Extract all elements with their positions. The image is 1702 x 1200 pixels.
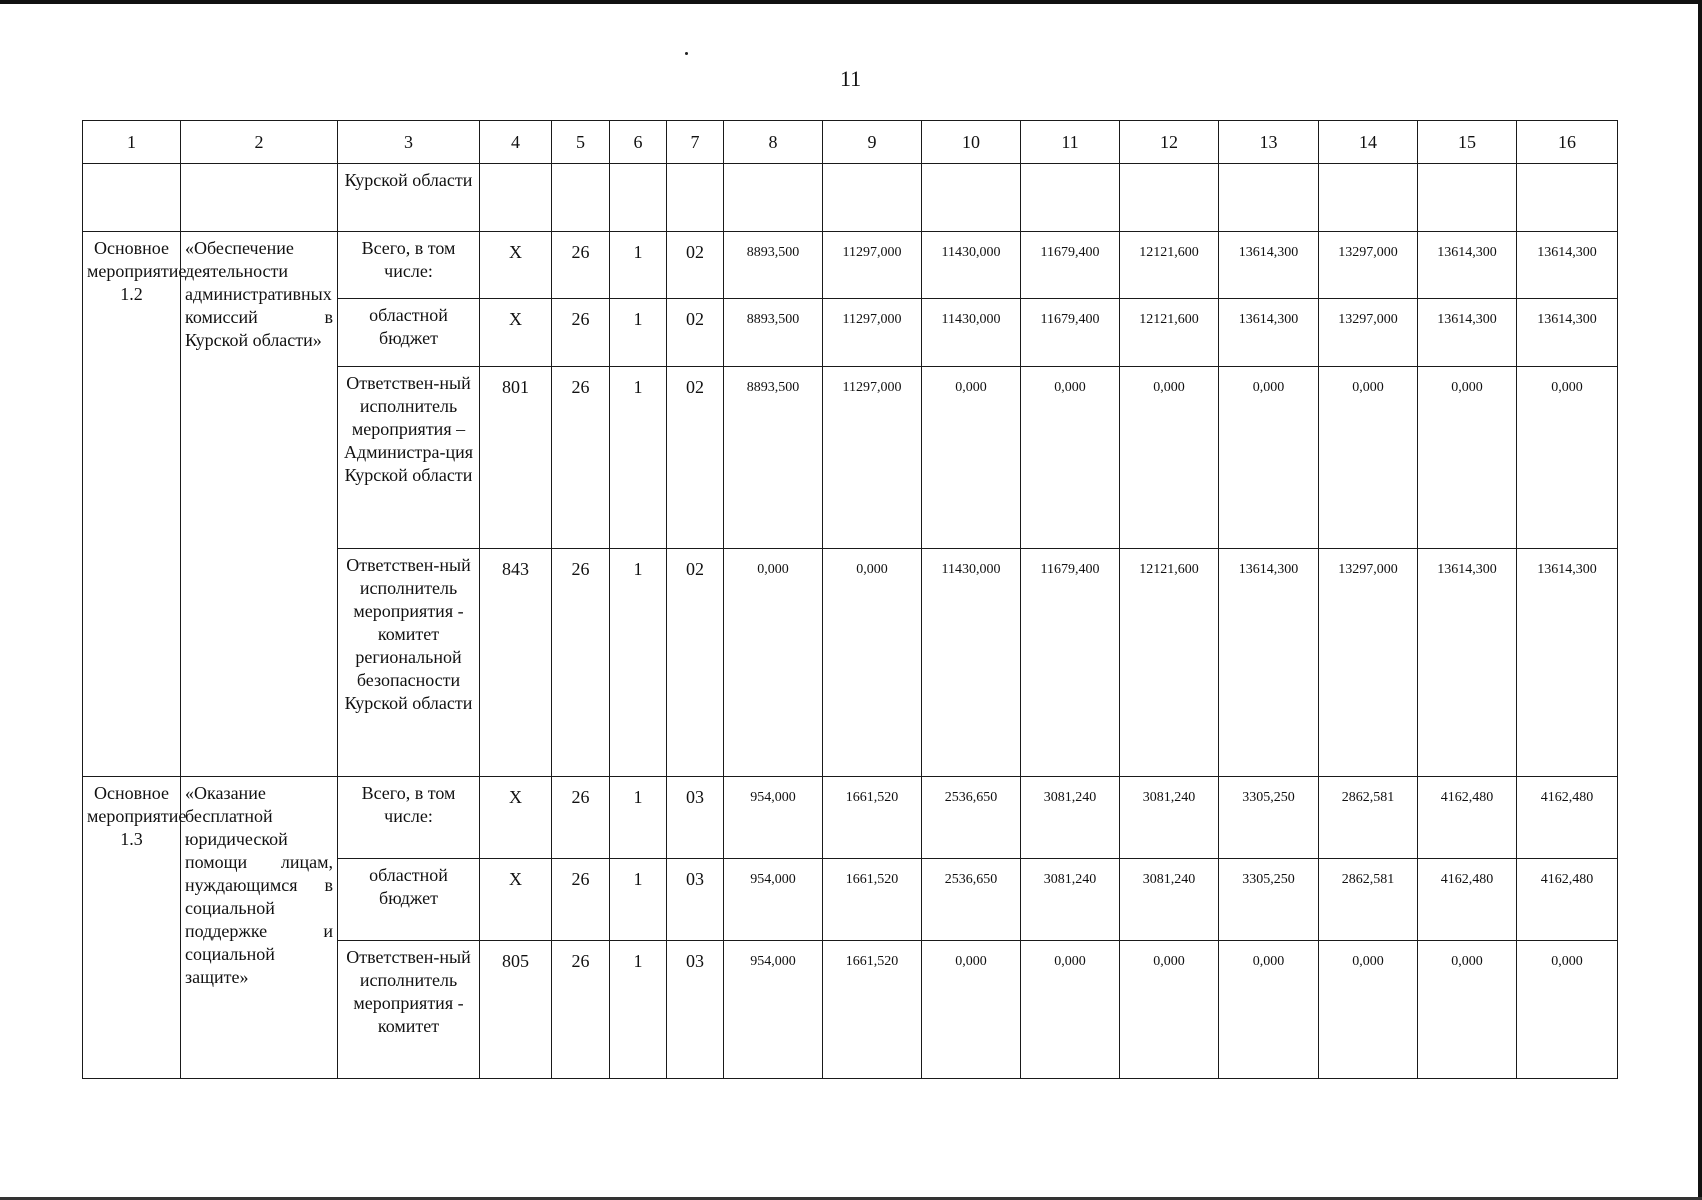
code-cell: 03: [667, 941, 724, 1079]
value-cell: 0,000: [823, 549, 922, 777]
code-cell: X: [480, 777, 552, 859]
value-cell: 11679,400: [1021, 549, 1120, 777]
table-row: [83, 777, 1618, 859]
empty-cell: [181, 164, 338, 232]
column-number: 5: [552, 121, 610, 164]
value-cell: 0,000: [724, 549, 823, 777]
empty-cell: [610, 164, 667, 232]
code-cell: 26: [552, 859, 610, 941]
measure-title: «Оказание бесплатной юридической помощи лицам, нуждающимся в социальной поддержке и социальной защите»: [181, 777, 338, 1079]
value-cell: 0,000: [922, 367, 1021, 549]
value-cell: 954,000: [724, 777, 823, 859]
code-cell: 1: [610, 777, 667, 859]
value-cell: 2536,650: [922, 777, 1021, 859]
value-cell: 0,000: [1219, 941, 1319, 1079]
value-cell: 8893,500: [724, 232, 823, 299]
column-number: 8: [724, 121, 823, 164]
column-number: 11: [1021, 121, 1120, 164]
row-label: областной бюджет: [338, 299, 480, 367]
value-cell: 3081,240: [1120, 777, 1219, 859]
value-cell: 0,000: [1517, 941, 1618, 1079]
value-cell: 11430,000: [922, 549, 1021, 777]
column-number: 10: [922, 121, 1021, 164]
value-cell: 11297,000: [823, 299, 922, 367]
column-number: 6: [610, 121, 667, 164]
value-cell: 13614,300: [1219, 299, 1319, 367]
page-number: 11: [840, 66, 862, 91]
code-cell: 02: [667, 367, 724, 549]
value-cell: 11297,000: [823, 232, 922, 299]
value-cell: 12121,600: [1120, 549, 1219, 777]
value-cell: 0,000: [1219, 367, 1319, 549]
value-cell: 13614,300: [1219, 232, 1319, 299]
code-cell: 26: [552, 299, 610, 367]
value-cell: 13614,300: [1517, 549, 1618, 777]
measure-title: «Обеспечение деятельности административных комиссий в Курской области»: [181, 232, 338, 777]
value-cell: 13614,300: [1517, 299, 1618, 367]
value-cell: 13614,300: [1517, 232, 1618, 299]
continued-row: [83, 164, 1618, 232]
value-cell: 8893,500: [724, 367, 823, 549]
value-cell: 1661,520: [823, 941, 922, 1079]
value-cell: 0,000: [1517, 367, 1618, 549]
row-label: Ответствен-ный исполнитель мероприятия - комитет региональной безопасности Курской области: [338, 549, 480, 777]
code-cell: 03: [667, 777, 724, 859]
code-cell: 1: [610, 367, 667, 549]
value-cell: 0,000: [1021, 941, 1120, 1079]
code-cell: 26: [552, 367, 610, 549]
row-label: Ответствен-ный исполнитель мероприятия - комитет: [338, 941, 480, 1079]
value-cell: 3081,240: [1021, 777, 1120, 859]
scan-speck: [685, 52, 688, 55]
code-cell: 02: [667, 549, 724, 777]
empty-cell: [1418, 164, 1517, 232]
value-cell: 12121,600: [1120, 232, 1219, 299]
value-cell: 4162,480: [1418, 777, 1517, 859]
column-number: 16: [1517, 121, 1618, 164]
budget-table: [82, 120, 1618, 1079]
code-cell: X: [480, 859, 552, 941]
value-cell: 13297,000: [1319, 299, 1418, 367]
column-number: 15: [1418, 121, 1517, 164]
value-cell: 11430,000: [922, 232, 1021, 299]
empty-cell: [480, 164, 552, 232]
value-cell: 1661,520: [823, 859, 922, 941]
code-cell: 1: [610, 941, 667, 1079]
empty-cell: [724, 164, 823, 232]
value-cell: 2862,581: [1319, 777, 1418, 859]
value-cell: 0,000: [1319, 941, 1418, 1079]
value-cell: 13614,300: [1418, 549, 1517, 777]
column-number-row: [83, 121, 1618, 164]
row-label: Всего, в том числе:: [338, 777, 480, 859]
empty-cell: [922, 164, 1021, 232]
measure-name: Основное мероприятие 1.2: [83, 232, 181, 777]
row-label: Всего, в том числе:: [338, 232, 480, 299]
value-cell: 3305,250: [1219, 777, 1319, 859]
empty-cell: [83, 164, 181, 232]
measure-name: Основное мероприятие 1.3: [83, 777, 181, 1079]
value-cell: 8893,500: [724, 299, 823, 367]
value-cell: 3081,240: [1120, 859, 1219, 941]
code-cell: 26: [552, 777, 610, 859]
empty-cell: [1021, 164, 1120, 232]
value-cell: 2536,650: [922, 859, 1021, 941]
code-cell: 02: [667, 232, 724, 299]
value-cell: 13614,300: [1219, 549, 1319, 777]
empty-cell: [1517, 164, 1618, 232]
value-cell: 4162,480: [1517, 859, 1618, 941]
empty-cell: [1219, 164, 1319, 232]
value-cell: 13614,300: [1418, 299, 1517, 367]
row-label: Ответствен-ный исполнитель мероприятия – Администра-ция Курской области: [338, 367, 480, 549]
column-number: 2: [181, 121, 338, 164]
value-cell: 2862,581: [1319, 859, 1418, 941]
value-cell: 12121,600: [1120, 299, 1219, 367]
value-cell: 13297,000: [1319, 232, 1418, 299]
column-number: 1: [83, 121, 181, 164]
value-cell: 954,000: [724, 859, 823, 941]
code-cell: 02: [667, 299, 724, 367]
value-cell: 0,000: [1120, 367, 1219, 549]
code-cell: 801: [480, 367, 552, 549]
scan-border-right: [1698, 0, 1702, 1200]
code-cell: 1: [610, 232, 667, 299]
value-cell: 0,000: [1418, 367, 1517, 549]
empty-cell: [1319, 164, 1418, 232]
scan-border-top: [0, 0, 1702, 4]
value-cell: 3081,240: [1021, 859, 1120, 941]
column-number: 12: [1120, 121, 1219, 164]
row-label: областной бюджет: [338, 859, 480, 941]
empty-cell: [823, 164, 922, 232]
value-cell: 13614,300: [1418, 232, 1517, 299]
code-cell: 1: [610, 549, 667, 777]
column-number: 14: [1319, 121, 1418, 164]
column-number: 13: [1219, 121, 1319, 164]
code-cell: X: [480, 299, 552, 367]
empty-cell: [1120, 164, 1219, 232]
value-cell: 11679,400: [1021, 299, 1120, 367]
value-cell: 11430,000: [922, 299, 1021, 367]
value-cell: 4162,480: [1517, 777, 1618, 859]
column-number: 9: [823, 121, 922, 164]
column-number: 7: [667, 121, 724, 164]
value-cell: 0,000: [1120, 941, 1219, 1079]
value-cell: 0,000: [1418, 941, 1517, 1079]
code-cell: 26: [552, 232, 610, 299]
value-cell: 0,000: [1021, 367, 1120, 549]
value-cell: 11679,400: [1021, 232, 1120, 299]
value-cell: 3305,250: [1219, 859, 1319, 941]
value-cell: 11297,000: [823, 367, 922, 549]
value-cell: 0,000: [1319, 367, 1418, 549]
code-cell: X: [480, 232, 552, 299]
table-row: [83, 232, 1618, 299]
value-cell: 0,000: [922, 941, 1021, 1079]
code-cell: 26: [552, 941, 610, 1079]
code-cell: 843: [480, 549, 552, 777]
value-cell: 13297,000: [1319, 549, 1418, 777]
empty-cell: [552, 164, 610, 232]
value-cell: 1661,520: [823, 777, 922, 859]
code-cell: 1: [610, 299, 667, 367]
column-number: 4: [480, 121, 552, 164]
code-cell: 1: [610, 859, 667, 941]
value-cell: 954,000: [724, 941, 823, 1079]
column-number: 3: [338, 121, 480, 164]
continued-label: Курской области: [338, 164, 480, 232]
code-cell: 26: [552, 549, 610, 777]
value-cell: 4162,480: [1418, 859, 1517, 941]
empty-cell: [667, 164, 724, 232]
code-cell: 805: [480, 941, 552, 1079]
code-cell: 03: [667, 859, 724, 941]
